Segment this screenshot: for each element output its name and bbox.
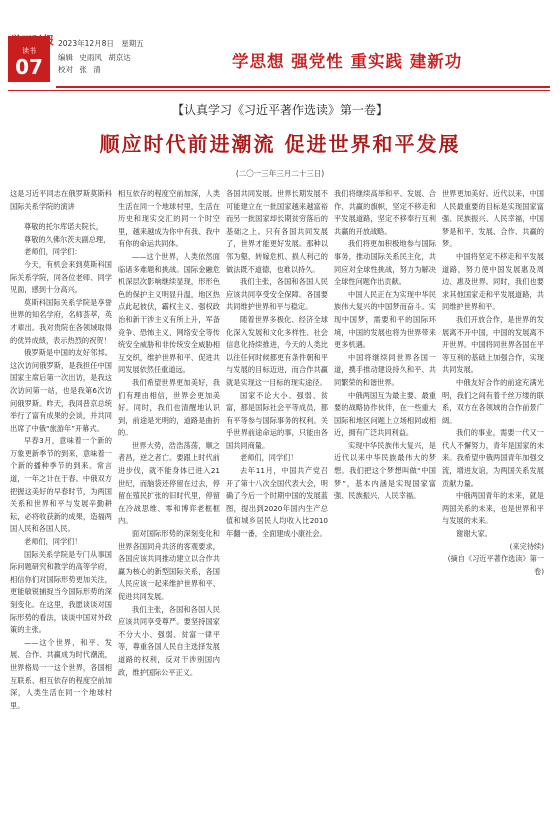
editor-name: 胡京达 [108,53,131,62]
paragraph: ——这个世界，和平、发展、合作、共赢成为时代潮流，世界格局一一这个世界，各国相互联系、相互依存的程度空前加深，人类生活在同一个地球村里。 [10,637,112,710]
paragraph: 我们主张，各国和各国人民应该共同享受安全保障。各国要共同维护世界和平与稳定。 [226,277,328,312]
paragraph: 我们主张，各国和各国人民应该共同享受尊严。要坚持国家不分大小、强弱、贫富一律平等，尊重各国人民自主选择发展道路的权利，反对干涉别国内政，维护国际公平正义。 [118,604,220,677]
paragraph: 老师们，同学们！ [240,453,298,463]
proofreader-name: 张 [79,65,87,74]
paragraph: 中俄两国青年的未来，就是两国关系的未来，也是世界和平与发展的未来。 [442,491,544,526]
paragraph: 各国共同发展。世界长期发展不可能建立在一批国家越来越富裕而另一批国家却长期贫穷落后的基础之上。只有各国共同发展了，世界才能更好发展。那种以邻为壑、转嫁危机、损人利己的做法既不道德，也难以持久。 [226,189,328,274]
section-label: 读书 [22,47,36,55]
paragraph: 中国将继续同世界各国一道，携手推动建设持久和平、共同繁荣的和谐世界。 [334,352,436,387]
paragraph: 中俄两国互为最主要、最重要的战略协作伙伴，在一些重大国际和地区问题上立场相同或相近，拥有广泛共同利益。 [334,390,436,438]
paragraph: 我们的事业，需要一代又一代人不懈努力，青年是国家的未来。我希望中俄两国青年加强交流，增进友谊，为两国关系发展贡献力量。 [442,428,544,488]
article-column-5 [442,188,544,788]
signoff: (来完待续) [509,541,544,551]
paragraph: 国家不论大小、强弱、贫富，都是国际社会平等成员，都有平等参与国际事务的权利。关乎世界前途命运的事，只能由各国共同商量。 [226,390,328,450]
paragraph: 国际关系学院是专门从事国际问题研究和教学的高等学府，相信你们对国际形势更加关注，更能敏锐捕捉当今国际形势的深刻变化。在这里，我愿谈谈对国际形势的看法，谈谈中国对外政策的主张。 [10,549,112,635]
paragraph: 中俄友好合作的前途充满光明，我们之间有着千丝万缕的联系，双方在各领域的合作前景广阔。 [442,377,544,425]
article-column-3 [226,188,328,788]
article-column-2 [118,188,220,788]
paragraph: 世界更加美好。近代以来，中国人民最重要的目标是实现国家富强、民族振兴、人民幸福，中国梦是和平、发展、合作、共赢的梦。 [442,189,544,249]
editor-name: 史雨风 [79,53,102,62]
paragraph: 今天，有机会来到莫斯科国际关系学院，同各位老师、同学见面，感到十分高兴。 [10,259,112,295]
logo-block [8,34,54,82]
paragraph: 我们将更加积极地参与国际事务，推动国际关系民主化，共同应对全球性挑战，努力为解决全球性问题作出贡献。 [334,239,436,287]
source-note: (摘自《习近平著作选读》第一卷) [447,554,544,576]
article-column-1 [10,188,112,788]
paragraph: 随着世界多极化、经济全球化深入发展和文化多样性、社会信息化持续推进，今天的人类比以往任何时候都更有条件朝和平与发展的目标迈进，而合作共赢就是实现这一目标的现实途径。 [226,314,328,387]
paragraph: 相互依存的程度空前加深，人类生活在同一个地球村里，生活在历史和现实交汇的同一个时空里，越来越成为你中有我、我中有你的命运共同体。 [118,189,220,249]
paragraph: 莫斯科国际关系学院是享誉世界的知名学府，名师荟萃，英才辈出。我对贵院在各领域取得的优异成绩，表示热烈的祝贺！ [10,297,112,345]
masthead-rule [56,86,550,88]
paragraph: 中国人民正在为实现中华民族伟大复兴的中国梦而奋斗。实现中国梦，需要和平的国际环境，中国的发展也将为世界带来更多机遇。 [334,289,436,350]
issue-date [58,38,149,49]
paragraph: 谢谢大家。 [456,529,492,539]
dateline: (二〇一三年三月二十三日) [235,169,325,178]
paragraph: 尊敬的久佛尔茨夫副总理， [24,234,111,244]
paragraph: 俄罗斯是中国的友好邻邦。这次访问俄罗斯，是我担任中国国家主席后第一次出访，是我这次访问第一站，也是我第6次访问俄罗斯。昨天，我同普京总统举行了富有成果的会谈，并共同出席了中俄“旅游年”开幕式。 [10,348,112,433]
paragraph: 去年11月，中国共产党召开了第十八次全国代表大会，明确了今后一个时期中国的发展蓝图，提出到2020年国内生产总值和城乡居民人均收入比2010年翻一番，全面建成小康社会。 [226,466,328,539]
slogan: 学思想 强党性 重实践 建新功 [232,52,463,71]
paragraph: 老师们，同学们！ [24,537,82,547]
article-column-4 [334,188,436,788]
paragraph: 实现中华民族伟大复兴，是近代以来中华民族最伟大的梦想。我们把这个梦想叫做“中国梦”，基本内涵是实现国家富强、民族振兴、人民幸福。 [334,440,436,501]
paragraph: 老师们，同学们： [24,247,82,257]
paragraph: ——这个世界，人类依然面临诸多难题和挑战。国际金融危机深层次影响继续显现，形形色色的保护主义明显升温，地区热点此起彼伏，霸权主义、强权政治和新干涉主义有所上升，军备竞争、恐怖主义、网络安全等传统安全威胁和非传统安全威胁相互交织，维护世界和平、促进共同发展依然任重道远。 [118,251,220,375]
paragraph: 我们开放合作，是世界的发展离不开中国，中国的发展离不开世界。中国将同世界各国在平等互利的基础上加强合作，实现共同发展。 [442,314,544,375]
paragraph: 面对国际形势的深刻变化和世界各国同舟共济的客观要求，各国应该共同推动建立以合作共赢为核心的新型国际关系，各国人民应该一起来维护世界和平、促进共同发展。 [118,529,220,601]
editors-label: 编辑 [58,53,73,62]
proofreader-name: 清 [93,65,101,74]
date: 2023年12月8日 [58,39,114,48]
paragraph: 我们希望世界更加美好，我们有理由相信，世界会更加美好。同时，我们也清醒地认识到，前途是光明的，道路是曲折的。 [118,377,220,438]
paragraph: 中国将坚定不移走和平发展道路，努力使中国发展惠及周边、惠及世界。同时，我们也要求其他国家走和平发展道路，共同维护世界和平。 [442,251,544,312]
editors-line [58,52,135,63]
paragraph: 早春3月，意味着一个新的万象更新季节的到来，意味着一个新的播种季节的到来。常言道，一年之计在于春。中俄双方把握这美好的早春时节，为两国关系和世界和平与发展辛勤耕耘，必将收获新的成果，造福两国人民和各国人民。 [10,436,112,534]
headline: 顺应时代前进潮流 促进世界和平发展 [99,132,461,156]
paragraph: 我们将继续高举和平、发展、合作、共赢的旗帜，坚定不移走和平发展道路，坚定不移奉行互利共赢的开放战略。 [334,189,436,236]
proof-line [58,64,105,75]
paragraph: 尊敬的托尔库诺夫院长， [24,222,104,232]
column-tag: 【认真学习《习近平著作选读》第一卷】 [171,103,388,117]
masthead [0,0,560,92]
page-number: 07 [15,55,43,79]
proof-label: 校对 [58,65,73,74]
masthead-rule-thin [8,90,550,91]
weekday: 星期五 [121,39,144,48]
paper-name: 学习时报 [10,34,54,47]
paragraph: 世界大势，浩浩荡荡，顺之者昌，逆之者亡。要跟上时代前进步伐，就不能身体已进入21世纪，而脑袋还停留在过去，停留在殖民扩张的旧时代里，停留在冷战思维、零和博弈老框框内。 [118,440,220,526]
intro-note: 这是习近平同志在俄罗斯莫斯科国际关系学院的演讲 [10,189,112,211]
